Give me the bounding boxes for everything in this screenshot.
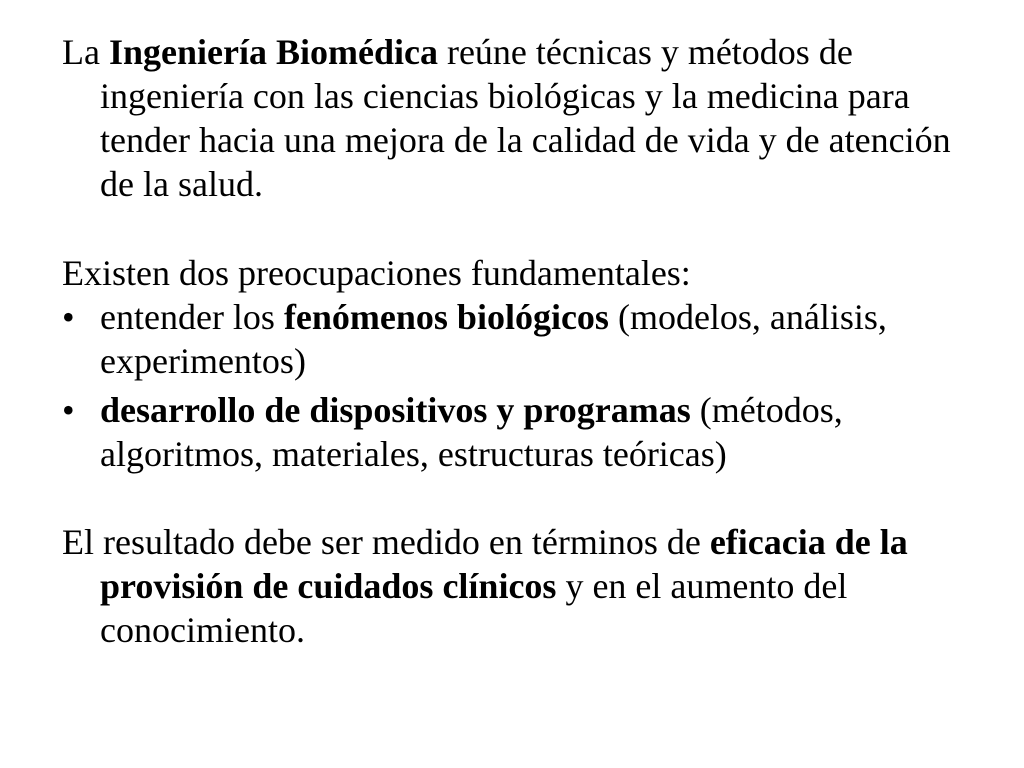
spacer <box>62 206 982 251</box>
concerns-heading <box>62 251 982 295</box>
result-text-start: El resultado debe ser medido en términos de <box>62 522 710 562</box>
item-1-bold-term: fenómenos biológicos <box>283 297 609 337</box>
intro-paragraph <box>62 30 982 206</box>
spacer <box>62 476 982 520</box>
result-text-end: y en el aumento del conocimiento. <box>100 566 848 650</box>
result-bold-term: eficacia de la provisión de cuidados clínicos <box>100 522 908 606</box>
item-2-bold-term: desarrollo de dispositivos y programas <box>100 390 691 430</box>
result-paragraph <box>62 520 982 652</box>
item-1-text-start: entender los <box>100 297 284 337</box>
concerns-list <box>62 295 982 476</box>
slide-content <box>62 30 982 652</box>
bullet-icon: • <box>62 390 75 430</box>
item-1-text-end: (modelos, análisis, experimentos) <box>100 297 887 381</box>
intro-text-start: La <box>62 32 109 72</box>
list-item <box>62 295 982 383</box>
list-item <box>62 388 982 476</box>
bullet-icon: • <box>62 297 75 337</box>
intro-bold-term: Ingeniería Biomédica <box>108 32 438 72</box>
item-2-text-end: (métodos, algoritmos, materiales, estructuras teóricas) <box>100 390 843 474</box>
concerns-heading-text: Existen dos preocupaciones fundamentales: <box>62 253 691 293</box>
intro-text-end: reúne técnicas y métodos de ingeniería con las ciencias biológicas y la medicina para tender hacia una mejora de la calidad de vida y de atención de la salud. <box>100 32 951 204</box>
